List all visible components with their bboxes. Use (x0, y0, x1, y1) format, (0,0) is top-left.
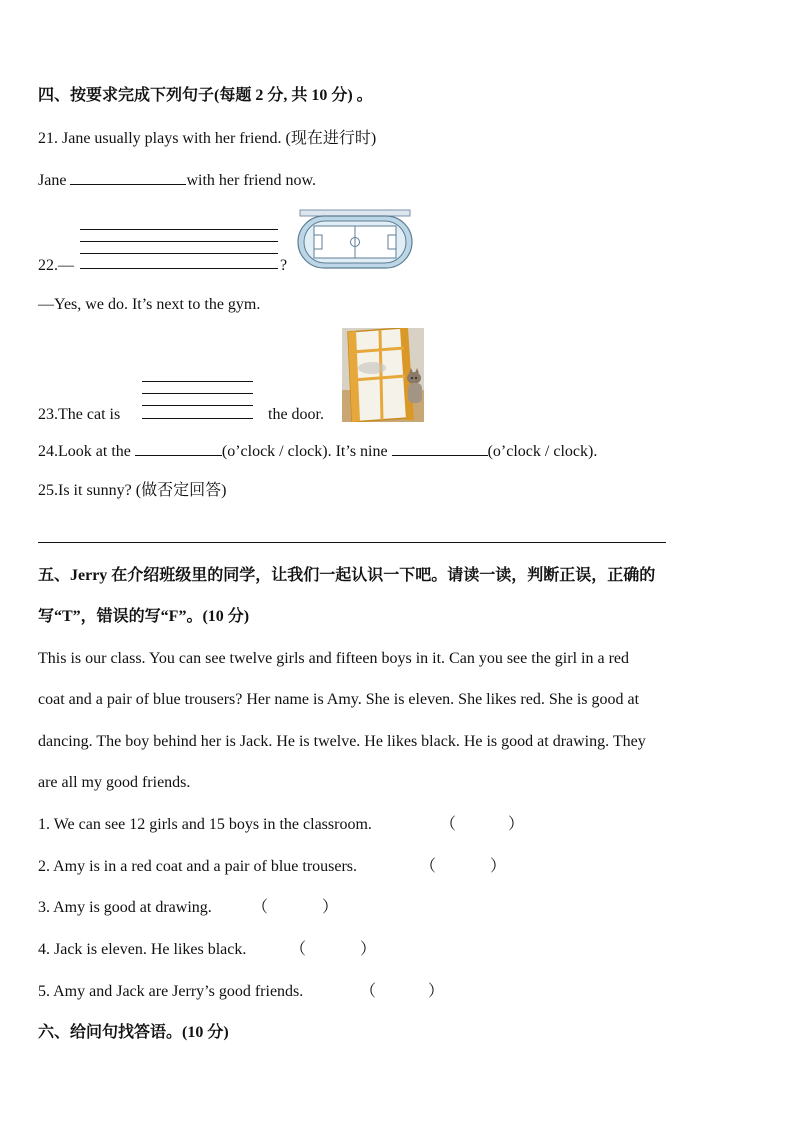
q24-part2: (o’clock / clock). It’s nine (221, 443, 388, 460)
passage-line-3: dancing. The boy behind her is Jack. He is twelve. He likes black. He is good at drawing. They (38, 733, 646, 750)
q24-blank-2[interactable] (392, 441, 488, 456)
statement-3-bracket-close: ） (322, 899, 339, 916)
statement-2-bracket-close: ） (490, 858, 507, 875)
statement-4-bracket-open[interactable]: （ (290, 941, 307, 958)
statement-5: 5. Amy and Jack are Jerry’s good friends. (38, 983, 304, 1000)
section5-heading-line1: 五、Jerry 在介绍班级里的同学，让我们一起认识一下吧。请读一读，判断正误，正确的 (38, 567, 656, 584)
statement-2: 2. Amy is in a red coat and a pair of blue trousers. (38, 858, 358, 875)
statement-3-bracket-open[interactable]: （ (252, 899, 269, 916)
statement-3: 3. Amy is good at drawing. (38, 899, 212, 916)
statement-4: 4. Jack is eleven. He likes black. (38, 941, 247, 958)
q24-line (38, 441, 597, 462)
section6-heading: 六、给问句找答语。(10 分) (38, 1024, 229, 1041)
q22-reply: —Yes, we do. It’s next to the gym. (38, 296, 261, 313)
section4-heading: 四、按要求完成下列句子(每题 2 分, 共 10 分) 。 (38, 87, 373, 104)
q21-answer-end: with her friend now. (186, 172, 317, 189)
q23-blank-line-3[interactable] (142, 405, 253, 406)
q23-prefix: 23.The cat is (38, 406, 121, 423)
statement-1-bracket-open[interactable]: （ (440, 816, 457, 833)
q25-answer-line[interactable] (38, 542, 666, 543)
section5-heading-line2: 写“T”，错误的写“F”。(10 分) (38, 608, 250, 625)
q22-prefix: 22.— (38, 257, 74, 274)
statement-2-bracket-open[interactable]: （ (420, 858, 437, 875)
q23-suffix: the door. (268, 406, 324, 423)
q21-prompt: 21. Jane usually plays with her friend. (现在进行时) (38, 130, 377, 147)
passage-line-4: are all my good friends. (38, 774, 191, 791)
q21-answer-start: Jane (38, 172, 67, 189)
q23-blank-line-1[interactable] (142, 381, 253, 382)
q22-blank-line-4[interactable] (80, 268, 278, 269)
q24-part3: (o’clock / clock). (487, 443, 598, 460)
statement-5-bracket-open[interactable]: （ (360, 983, 377, 1000)
q23-blank-line-2[interactable] (142, 393, 253, 394)
q24-part1: 24.Look at the (38, 443, 131, 460)
passage-line-2: coat and a pair of blue trousers? Her name is Amy. She is eleven. She likes red. She is good at (38, 691, 640, 708)
q21-answer-line (38, 170, 316, 191)
q21-answer-blank[interactable] (70, 170, 186, 185)
q22-blank-line-2[interactable] (80, 241, 278, 242)
passage-line-1: This is our class. You can see twelve girls and fifteen boys in it. Can you see the girl in a red (38, 650, 629, 667)
q22-suffix: ? (280, 257, 288, 274)
statement-1-bracket-close: ） (508, 816, 525, 833)
cat-behind-door-icon (342, 328, 424, 422)
sports-field-icon (296, 208, 414, 270)
q22-blank-line-3[interactable] (80, 253, 278, 254)
statement-5-bracket-close: ） (428, 983, 445, 1000)
statement-4-bracket-close: ） (360, 941, 377, 958)
q22-blank-line-1[interactable] (80, 229, 278, 230)
q24-blank-1[interactable] (135, 441, 222, 456)
statement-1: 1. We can see 12 girls and 15 boys in the classroom. (38, 816, 372, 833)
q25-prompt: 25.Is it sunny? (做否定回答) (38, 482, 227, 499)
q23-blank-line-4[interactable] (142, 418, 253, 419)
